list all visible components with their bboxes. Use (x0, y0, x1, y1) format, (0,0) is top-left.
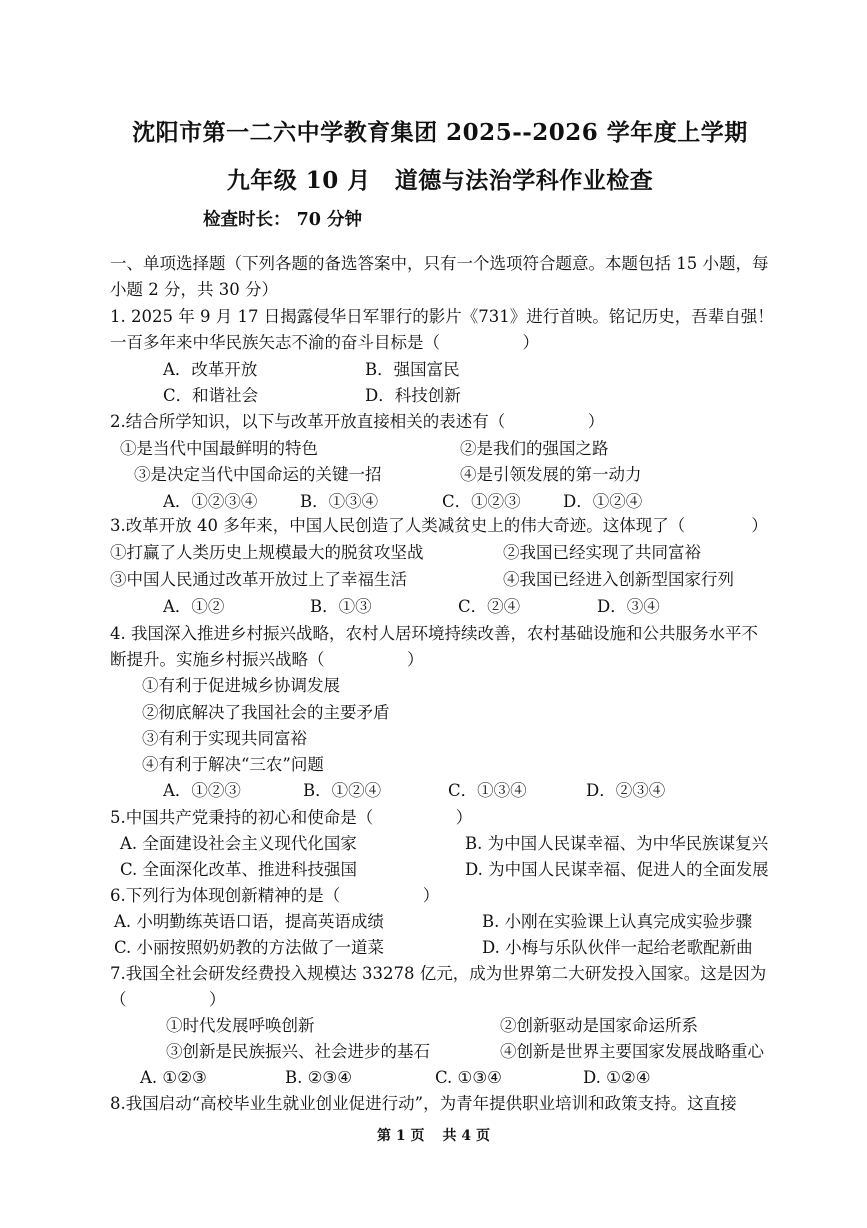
q5-option-c: C. 全面深化改革、推进科技强国 (120, 860, 358, 879)
q6-option-c: C. 小丽按照奶奶教的方法做了一道菜 (114, 938, 385, 957)
exam-title-line1: 沈阳市第一二六中学教育集团 2025--2026 学年度上学期 (132, 119, 748, 146)
q4-option-b: B．①②④ (303, 781, 382, 800)
exam-title-line2 (40, 162, 840, 195)
q4-stem-line1: 4. 我国深入推进乡村振兴战略，农村人居环境持续改善，农村基础设施和公共服务水平不 (110, 624, 758, 643)
q4-statement-3: ③有利于实现共同富裕 (142, 729, 307, 748)
grade-month: 九年级 10 月 (226, 167, 371, 194)
q3-statement-3: ③中国人民通过改革开放过上了幸福生活 (110, 570, 407, 589)
q4-statement-4: ④有利于解决“三农”问题 (142, 755, 324, 774)
q2-statement-1: ①是当代中国最鲜明的特色 (120, 439, 318, 458)
q6-option-b: B. 小刚在实验课上认真完成实验步骤 (482, 912, 753, 931)
q7-option-d: D. ①②④ (583, 1068, 651, 1087)
q2-statement-3: ③是决定当代中国命运的关键一招 (134, 465, 382, 484)
q6-stem: 6.下列行为体现创新精神的是（ ） (110, 886, 440, 905)
q2-statement-4: ④是引领发展的第一动力 (460, 465, 642, 484)
q3-option-b: B．①③ (310, 597, 372, 616)
q3-statement-1: ①打赢了人类历史上规模最大的脱贫攻坚战 (110, 543, 424, 562)
q1-option-c: C．和谐社会 (163, 386, 259, 405)
q8-stem-line1: 8.我国启动“高校毕业生就业创业促进行动”，为青年提供职业培训和政策支持。这直接 (110, 1094, 737, 1113)
q7-option-c: C. ①③④ (435, 1068, 502, 1087)
q5-stem: 5.中国共产党秉持的初心和使命是（ ） (110, 808, 473, 827)
q1-stem-line2: 一百多年来中华民族矢志不渝的奋斗目标是（ ） (110, 333, 539, 352)
q2-option-a: A．①②③④ (163, 492, 258, 511)
q1-option-b: B．强国富民 (365, 360, 460, 379)
q1-option-d: D．科技创新 (365, 386, 461, 405)
q7-option-a: A. ①②③ (140, 1068, 207, 1087)
q6-option-d: D. 小梅与乐队伙伴一起给老歌配新曲 (482, 938, 753, 957)
q2-option-b: B．①③④ (300, 492, 379, 511)
q3-statement-4: ④我国已经进入创新型国家行列 (503, 570, 734, 589)
q7-statement-3: ③创新是民族振兴、社会进步的基石 (166, 1042, 430, 1061)
q6-option-a: A. 小明勤练英语口语，提高英语成绩 (114, 912, 384, 931)
q2-option-d: D．①②④ (563, 492, 643, 511)
q7-stem-line1: 7.我国全社会研发经费投入规模达 33278 亿元，成为世界第二大研发投入国家。这是因为 (110, 964, 767, 983)
q1-stem-line1: 1. 2025 年 9 月 17 日揭露侵华日军罪行的影片《731》进行首映。铭记历史，吾辈自强！ (110, 307, 774, 326)
section-intro-line1: 一、单项选择题（下列各题的备选答案中，只有一个选项符合题意。本题包括 15 小题，每 (110, 254, 769, 273)
q4-statement-2: ②彻底解决了我国社会的主要矛盾 (142, 703, 390, 722)
page-footer (0, 1125, 867, 1145)
q4-option-d: D．②③④ (586, 781, 666, 800)
q3-option-c: C．②④ (458, 597, 521, 616)
q2-stem: 2.结合所学知识，以下与改革开放直接相关的表述有（ ） (110, 412, 605, 431)
exam-duration: 检查时长： 70 分钟 (203, 210, 363, 230)
section-intro-line2: 小题 2 分，共 30 分） (110, 280, 278, 299)
page-number: 第 1 页 (377, 1128, 425, 1144)
q3-statement-2: ②我国已经实现了共同富裕 (503, 543, 701, 562)
q3-stem: 3.改革开放 40 多年来，中国人民创造了人类减贫史上的伟大奇迹。这体现了（ ） (110, 516, 768, 535)
q4-option-a: A．①②③ (163, 781, 241, 800)
q2-statement-2: ②是我们的强国之路 (460, 439, 609, 458)
q3-option-a: A．①② (163, 597, 225, 616)
q1-option-a: A．改革开放 (163, 360, 258, 379)
q4-statement-1: ①有利于促进城乡协调发展 (142, 676, 340, 695)
q7-statement-2: ②创新驱动是国家命运所系 (500, 1016, 698, 1035)
q4-stem-line2: 断提升。实施乡村振兴战略（ ） (110, 650, 424, 669)
q7-option-b: B. ②③④ (285, 1068, 352, 1087)
page-total: 共 4 页 (442, 1128, 490, 1144)
q5-option-d: D. 为中国人民谋幸福、促进人的全面发展 (465, 860, 769, 879)
q3-option-d: D．③④ (597, 597, 660, 616)
q7-stem-line2: （ ） (110, 990, 226, 1009)
q7-statement-4: ④创新是世界主要国家发展战略重心 (500, 1042, 764, 1061)
q5-option-b: B. 为中国人民谋幸福、为中华民族谋复兴 (465, 834, 769, 853)
q2-option-c: C．①②③ (442, 492, 521, 511)
q7-statement-1: ①时代发展呼唤创新 (166, 1016, 315, 1035)
q4-option-c: C．①③④ (448, 781, 527, 800)
subject-title: 道德与法治学科作业检查 (394, 167, 654, 194)
q5-option-a: A. 全面建设社会主义现代化国家 (120, 834, 357, 853)
